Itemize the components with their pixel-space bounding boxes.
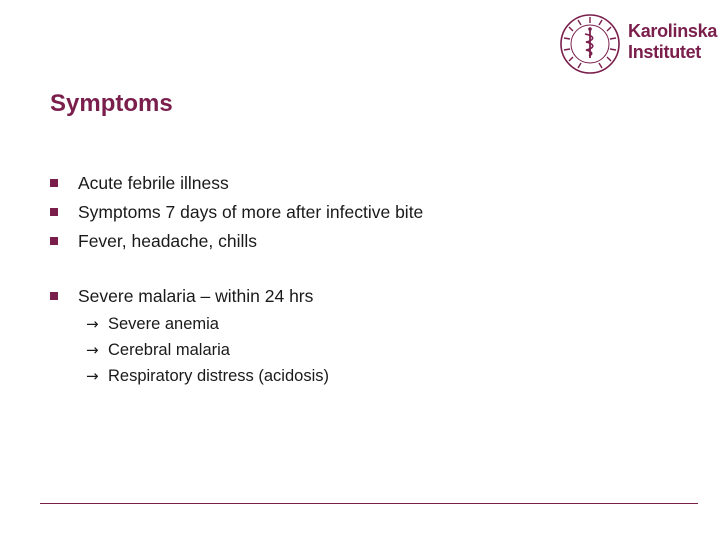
sub-list-item-text: Respiratory distress (acidosis): [108, 367, 329, 385]
seal-icon: [558, 12, 624, 76]
square-bullet-icon: [50, 179, 58, 187]
list-item-text: Acute febrile illness: [78, 173, 229, 193]
sub-list-item-text: Cerebral malaria: [108, 341, 230, 359]
list-item: [50, 172, 670, 201]
bullet-list: [50, 172, 670, 392]
list-item: [50, 230, 670, 259]
arrow-right-icon: →: [86, 341, 99, 359]
list-item-text: Fever, headache, chills: [78, 231, 257, 251]
sub-list-item: [86, 340, 670, 366]
footer-divider: [40, 503, 698, 504]
logo-line-2: Institutet: [628, 42, 701, 62]
logo-line-1: Karolinska: [628, 21, 718, 41]
page-title: Symptoms: [50, 90, 173, 117]
list-item-text: Severe malaria – within 24 hrs: [78, 286, 314, 306]
karolinska-logo: [558, 12, 718, 76]
list-item-text: Symptoms 7 days of more after infective bite: [78, 202, 424, 222]
square-bullet-icon: [50, 208, 58, 216]
logo-wordmark: [628, 21, 717, 63]
sub-list-item: [86, 366, 670, 392]
square-bullet-icon: [50, 237, 58, 245]
list-spacer: [50, 259, 670, 285]
square-bullet-icon: [50, 292, 58, 300]
arrow-right-icon: →: [86, 367, 99, 385]
arrow-right-icon: →: [86, 315, 99, 333]
list-item: [50, 285, 670, 314]
list-item: [50, 201, 670, 230]
sub-list-item-text: Severe anemia: [108, 315, 219, 333]
sub-list-item: [86, 314, 670, 340]
